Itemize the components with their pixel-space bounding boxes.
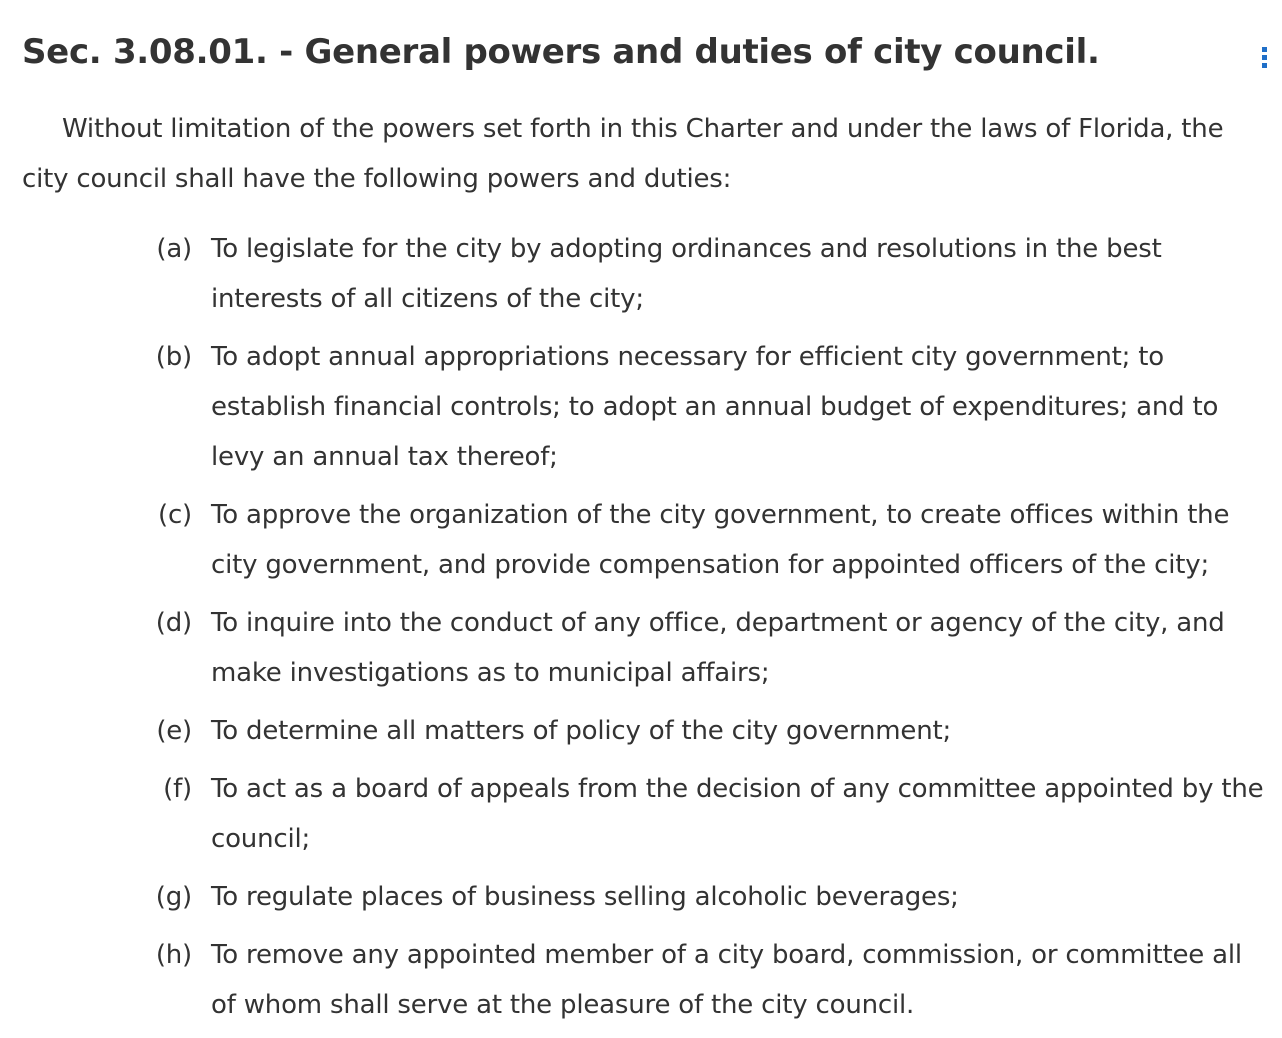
menu-dot (1262, 55, 1267, 60)
section-title: Sec. 3.08.01. - General powers and duties of city council. (22, 32, 1100, 72)
list-item (0, 598, 1282, 698)
item-text: To determine all matters of policy of the city government; (211, 716, 952, 746)
menu-dot (1262, 47, 1267, 52)
item-label: (g) (155, 882, 192, 912)
item-label: (a) (156, 234, 192, 264)
item-text: To regulate places of business selling alcoholic beverages; (211, 882, 959, 912)
item-text: To approve the organization of the city government, to create offices within the city government, and provide compensation for appointed officers of the city; (211, 500, 1230, 580)
item-label: (h) (155, 940, 192, 970)
item-label: (c) (158, 500, 192, 530)
intro-paragraph: Without limitation of the powers set forth in this Charter and under the laws of Florida, the city council shall have the following powers and duties: (22, 114, 1224, 194)
item-text: To act as a board of appeals from the decision of any committee appointed by the council; (211, 774, 1264, 854)
list-item (0, 706, 1282, 756)
item-label: (b) (155, 342, 192, 372)
list-item (0, 872, 1282, 922)
item-label: (e) (156, 716, 192, 746)
list-item (0, 224, 1282, 324)
list-item (0, 764, 1282, 864)
item-label: (d) (155, 608, 192, 638)
item-text: To adopt annual appropriations necessary for efficient city government; to establish financial controls; to adopt an annual budget of expenditures; and to levy an annual tax thereof; (211, 342, 1219, 472)
menu-dot (1262, 63, 1267, 68)
powers-list (0, 224, 1282, 1038)
list-item (0, 332, 1282, 482)
list-item (0, 490, 1282, 590)
item-text: To inquire into the conduct of any office, department or agency of the city, and make investigations as to municipal affairs; (211, 608, 1225, 688)
vertical-dots-icon[interactable] (1256, 44, 1272, 72)
list-item (0, 930, 1282, 1030)
item-label: (f) (163, 774, 192, 804)
item-text: To legislate for the city by adopting ordinances and resolutions in the best interests of all citizens of the city; (211, 234, 1162, 314)
item-text: To remove any appointed member of a city board, commission, or committee all of whom shall serve at the pleasure of the city council. (211, 940, 1242, 1020)
